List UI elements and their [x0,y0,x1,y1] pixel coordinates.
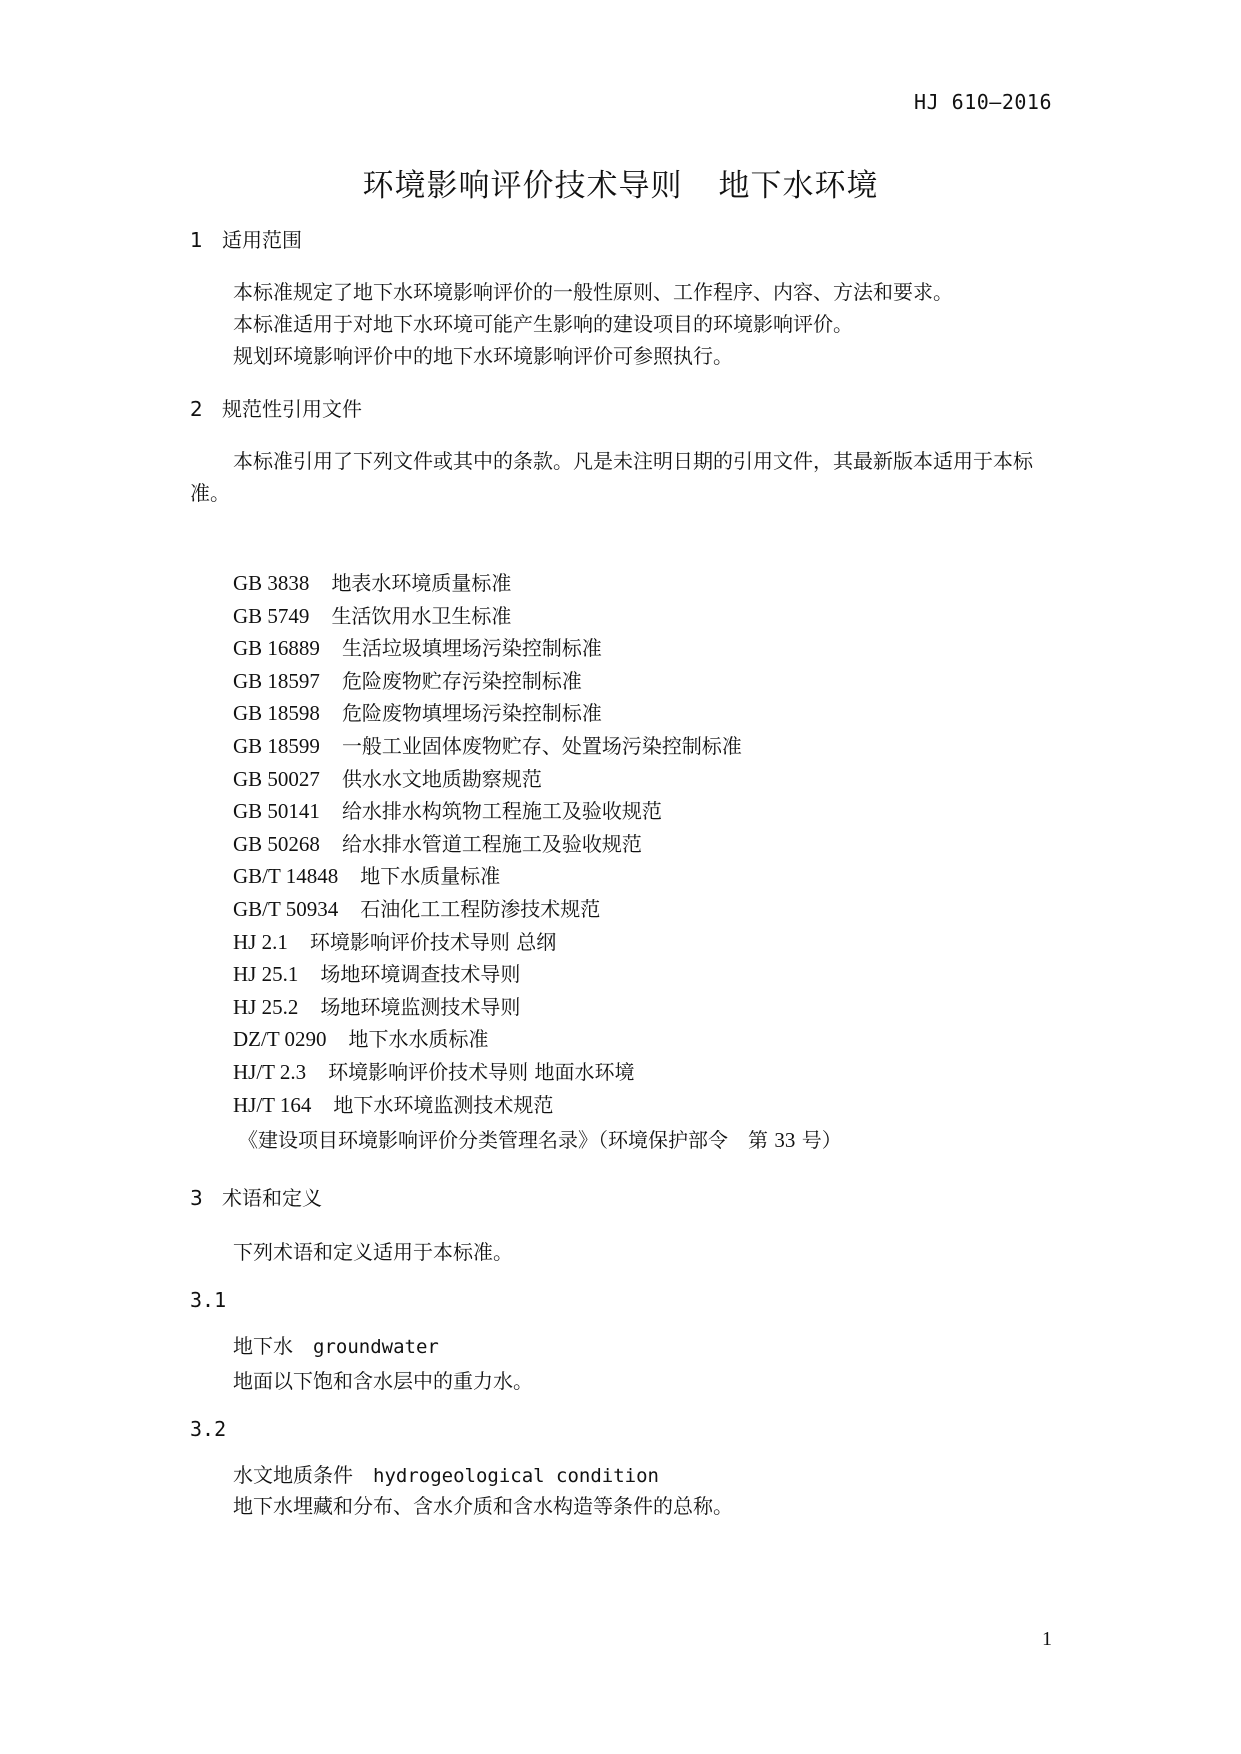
term-definition: 地下水埋藏和分布、含水介质和含水构造等条件的总称。 [233,1494,733,1518]
reference-item [233,926,742,959]
reference-code: GB/T 14848 [233,864,339,889]
reference-item [233,958,742,991]
standard-code: HJ 610—2016 [914,90,1052,114]
references-intro: 本标准引用了下列文件或其中的条款。凡是未注明日期的引用文件，其最新版本适用于本标准。 [190,449,1033,505]
section-title: 规范性引用文件 [222,397,362,421]
reference-title: 场地环境监测技术导则 [320,994,521,1019]
reference-title: 危险废物填埋场污染控制标准 [341,701,602,726]
reference-item [233,828,742,861]
reference-code: HJ/T 2.3 [233,1059,307,1084]
reference-item [233,991,742,1024]
reference-title: 生活垃圾填埋场污染控制标准 [341,636,602,661]
reference-title: 地表水环境质量标准 [331,571,512,595]
reference-code: GB 50141 [233,799,320,824]
reference-code: HJ/T 164 [233,1092,312,1117]
section-number: 3 [190,1186,203,1210]
reference-code: GB 16889 [233,636,320,661]
reference-title: 危险废物贮存污染控制标准 [341,668,582,693]
reference-item [233,795,742,828]
reference-title: 生活饮用水卫生标准 [331,603,512,628]
reference-code: GB 3838 [233,571,310,595]
reference-item [233,1089,742,1122]
clause-number: 3.2 [190,1417,227,1441]
normative-references-list [233,567,742,1121]
reference-title: 给水排水管道工程施工及验收规范 [341,831,642,856]
reference-code: GB 5749 [233,603,310,628]
scope-paragraph-3: 规划环境影响评价中的地下水环境影响评价可参照执行。 [233,344,733,368]
scope-paragraph-2: 本标准适用于对地下水环境可能产生影响的建设项目的环境影响评价。 [233,312,853,336]
section-number: 2 [190,397,203,421]
reference-item [233,763,742,796]
section-heading-3 [190,1182,322,1211]
section-heading-2 [190,393,362,422]
reference-code: DZ/T 0290 [233,1027,327,1052]
reference-code: GB 18598 [233,701,320,726]
reference-title: 地下水环境监测技术规范 [333,1092,554,1117]
reference-code: GB 18597 [233,668,320,693]
reference-code: GB 50268 [233,831,320,856]
terms-intro: 下列术语和定义适用于本标准。 [233,1240,513,1264]
reference-code: GB 18599 [233,733,320,758]
reference-title: 石油化工工程防渗技术规范 [360,896,601,921]
document-title [0,160,1241,205]
term-entry [233,1330,439,1359]
catalogue-order-number: 33 [774,1128,796,1152]
reference-title: 给水排水构筑物工程施工及验收规范 [341,799,662,824]
reference-item [233,893,742,926]
reference-code: HJ 25.1 [233,962,299,987]
clause-number: 3.1 [190,1288,227,1312]
title-main: 环境影响评价技术导则 [362,168,683,204]
term-english: groundwater [313,1336,439,1358]
section-heading-1 [190,224,302,253]
section-title: 术语和定义 [222,1186,322,1210]
reference-item [233,697,742,730]
reference-title: 一般工业固体废物贮存、处置场污染控制标准 [341,733,742,758]
reference-item [233,1023,742,1056]
term-english: hydrogeological condition [373,1465,659,1487]
reference-item [233,665,742,698]
reference-code: GB/T 50934 [233,896,339,921]
catalogue-reference [238,1124,842,1153]
reference-item [233,567,742,600]
term-entry [233,1459,659,1488]
reference-item [233,730,742,763]
reference-item [233,860,742,893]
section-title: 适用范围 [222,228,302,252]
reference-code: GB 50027 [233,766,320,791]
term-definition: 地面以下饱和含水层中的重力水。 [233,1369,533,1393]
term-chinese: 地下水 [233,1334,293,1358]
reference-code: HJ 2.1 [233,929,288,954]
reference-title: 场地环境调查技术导则 [320,962,521,987]
section-number: 1 [190,228,203,252]
reference-title: 地下水质量标准 [360,864,501,889]
reference-item [233,632,742,665]
page-number: 1 [1042,1628,1052,1650]
reference-item [233,600,742,633]
reference-item [233,1056,742,1089]
reference-title: 环境影响评价技术导则 总纲 [309,929,557,954]
scope-paragraph-1: 本标准规定了地下水环境影响评价的一般性原则、工作程序、内容、方法和要求。 [233,280,953,304]
reference-title: 地下水水质标准 [348,1027,489,1052]
reference-title: 环境影响评价技术导则 地面水环境 [328,1059,635,1084]
reference-code: HJ 25.2 [233,994,299,1019]
reference-title: 供水水文地质勘察规范 [341,766,542,791]
catalogue-text: 《建设项目环境影响评价分类管理名录》（环境保护部令 第 [238,1128,768,1152]
catalogue-suffix: 号） [801,1128,842,1152]
title-sub: 地下水环境 [718,168,879,204]
term-chinese: 水文地质条件 [233,1463,353,1487]
